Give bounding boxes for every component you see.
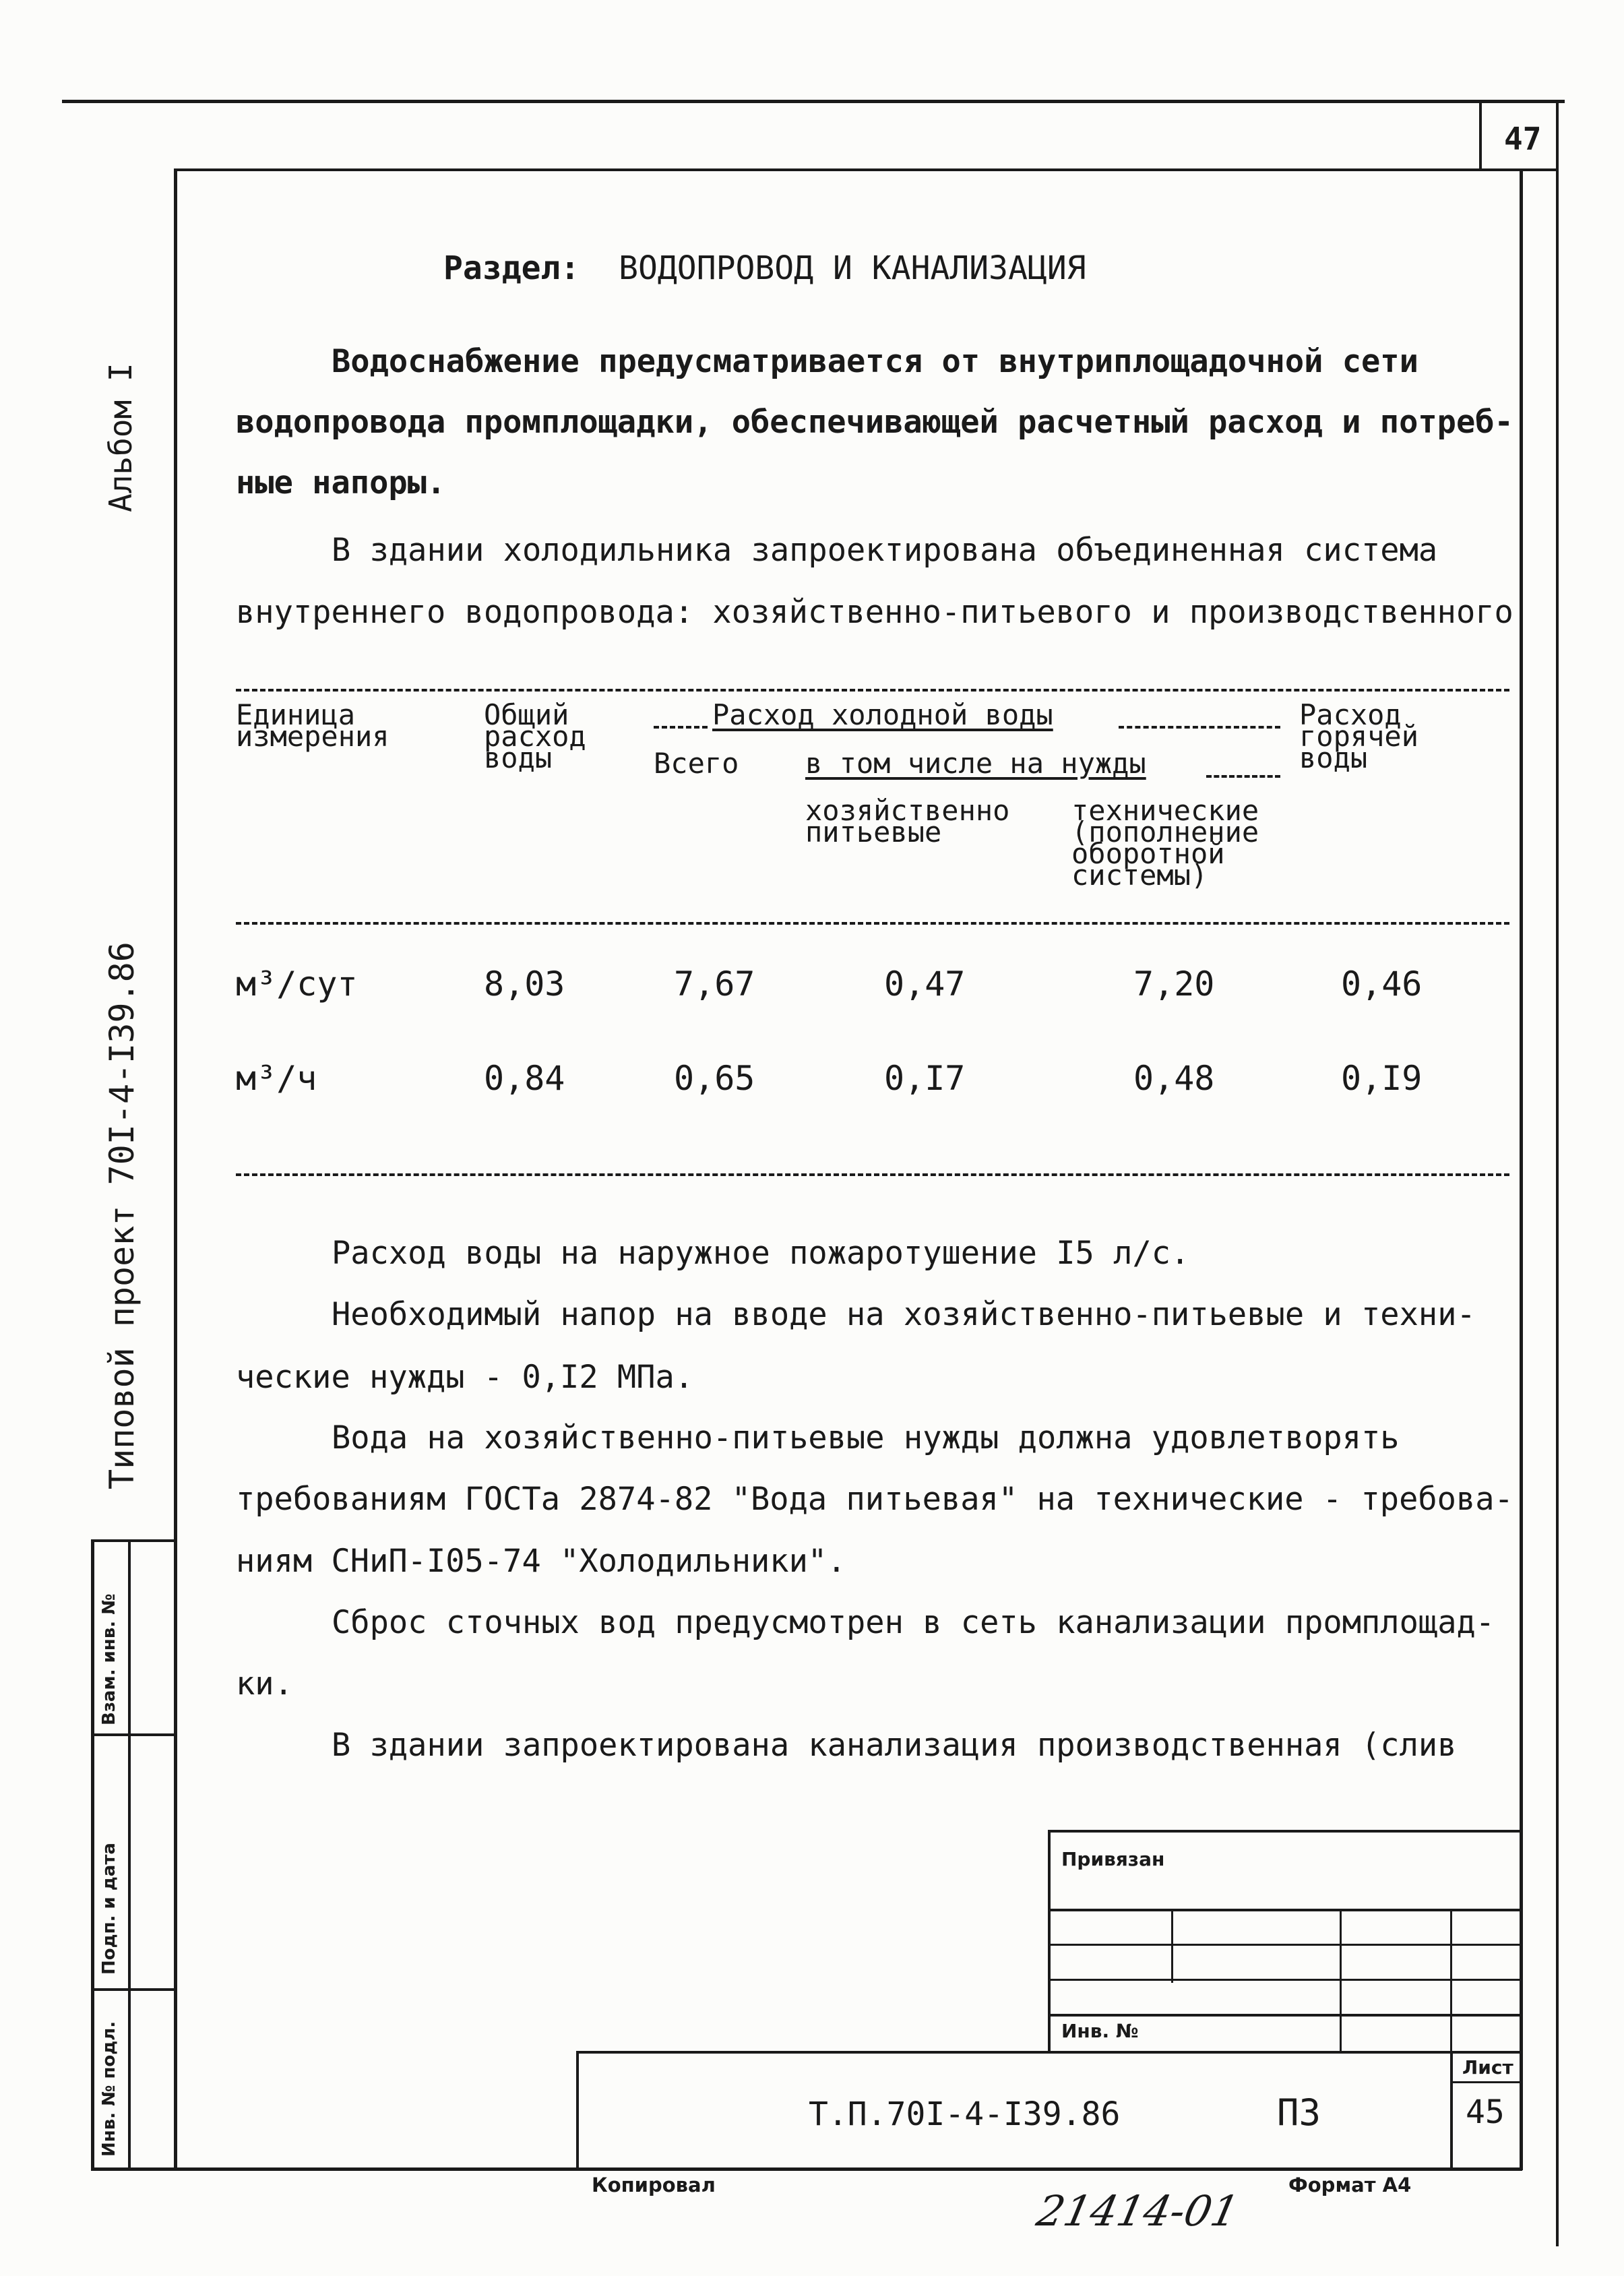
intro-line-2: водопровода промплощадки, обеспечивающей расчетный расход и потреб- [236,404,1513,441]
cell-unit: м³/сут [236,964,358,1004]
sheet-label-line [1450,2081,1522,2083]
stamp-col-sep2 [91,1988,177,1991]
cell-cold-total: 0,65 [674,1059,755,1098]
binding-col-3 [1450,1909,1452,2054]
th-cold-group: Расход холодной воды [712,698,1053,731]
cell-total: 0,84 [484,1059,565,1098]
doc-mark: ПЗ [1277,2091,1321,2134]
body-line-6: ниям СНиП-I05-74 "Холодильники". [236,1543,846,1580]
vzam-label: Взам. инв. № [99,1593,119,1725]
body-line-3: ческие нужды - 0,I2 МПа. [236,1359,694,1396]
cell-technical: 0,48 [1133,1059,1215,1098]
body-line-9: В здании запроектирована канализация производственная (слив [332,1727,1457,1764]
th-cold-dash-left [654,726,708,729]
stamp-col-top [91,1539,177,1542]
stamp-col-mid [128,1539,131,2171]
right-edge-line [1556,103,1559,2246]
intro-line-1: Водоснабжение предусматривается от внутриплощадочной сети [332,343,1418,380]
cell-unit: м³/ч [236,1059,317,1098]
title-block-divider [1450,2051,1453,2170]
th-incl-group: в том числе на нужды [805,747,1146,780]
body-line-8: ки. [236,1665,293,1702]
binding-col-1 [1171,1909,1173,1983]
cell-drinking: 0,47 [884,964,966,1004]
top-rule [62,100,1565,103]
body-line-7: Сброс сточных вод предусмотрен в сеть канализации промплощад- [332,1604,1495,1641]
inv-no-label: Инв. № [1061,2020,1139,2042]
inv-podl-label: Инв. № подл. [99,2021,119,2157]
podp-label: Подп. и дата [99,1843,119,1975]
th-unit: Единица измерения [236,698,389,753]
frame-left [174,168,177,2170]
th-hot: Расход горячей воды [1299,698,1419,774]
section-heading: Раздел: ВОДОПРОВОД И КАНАЛИЗАЦИЯ [443,249,1086,287]
sheet-number: 45 [1466,2093,1505,2131]
cell-drinking: 0,I7 [884,1059,966,1098]
intro-line-4: В здании холодильника запроектирована объединенная система [332,532,1438,569]
page-number: 47 [1504,121,1542,157]
th-cold-total: Всего [654,747,739,780]
body-line-2: Необходимый напор на вводе на хозяйственно-питьевые и техни- [332,1296,1476,1333]
format-label: Формат А4 [1288,2174,1412,2196]
body-line-5: требованиям ГОСТа 2874-82 "Вода питьевая" на технические - требова- [236,1481,1513,1518]
cell-hot: 0,I9 [1341,1059,1423,1098]
binding-col-2 [1340,1909,1342,2054]
cell-cold-total: 7,67 [674,964,755,1004]
th-total: Общий расход воды [484,698,586,774]
stamp-col-left [91,1539,94,2171]
stamp-col-sep1 [91,1733,177,1736]
project-label: Типовой проект 70I-4-I39.86 [102,942,142,1489]
copied-label: Копировал [592,2174,716,2196]
th-incl-dash [1206,775,1280,778]
handwritten-number: 21414-01 [1032,2186,1243,2236]
cell-hot: 0,46 [1341,964,1423,1004]
th-technical: технические (пополнение оборотной системы) [1071,794,1259,892]
table-rule-bottom [236,1173,1509,1176]
doc-code: Т.П.70I-4-I39.86 [809,2095,1121,2133]
th-cold-dash-right [1119,726,1280,729]
frame-top [174,168,1484,171]
table-rule-header [236,922,1509,925]
body-line-1: Расход воды на наружное пожаротушение I5 л/с. [332,1235,1190,1272]
sheet-label: Лист [1462,2056,1513,2079]
privyazan-label: Привязан [1061,1848,1165,1870]
cell-total: 8,03 [484,964,565,1004]
intro-line-5: внутреннего водопровода: хозяйственно-питьевого и производственного [236,594,1513,631]
album-label: Альбом I [102,363,139,512]
th-drinking: хозяйственно питьевые [805,794,1010,849]
table-rule-top [236,689,1509,691]
cell-technical: 7,20 [1133,964,1215,1004]
intro-line-3: ные напоры. [236,464,446,501]
body-line-4: Вода на хозяйственно-питьевые нужды должна удовлетворять [332,1419,1400,1456]
